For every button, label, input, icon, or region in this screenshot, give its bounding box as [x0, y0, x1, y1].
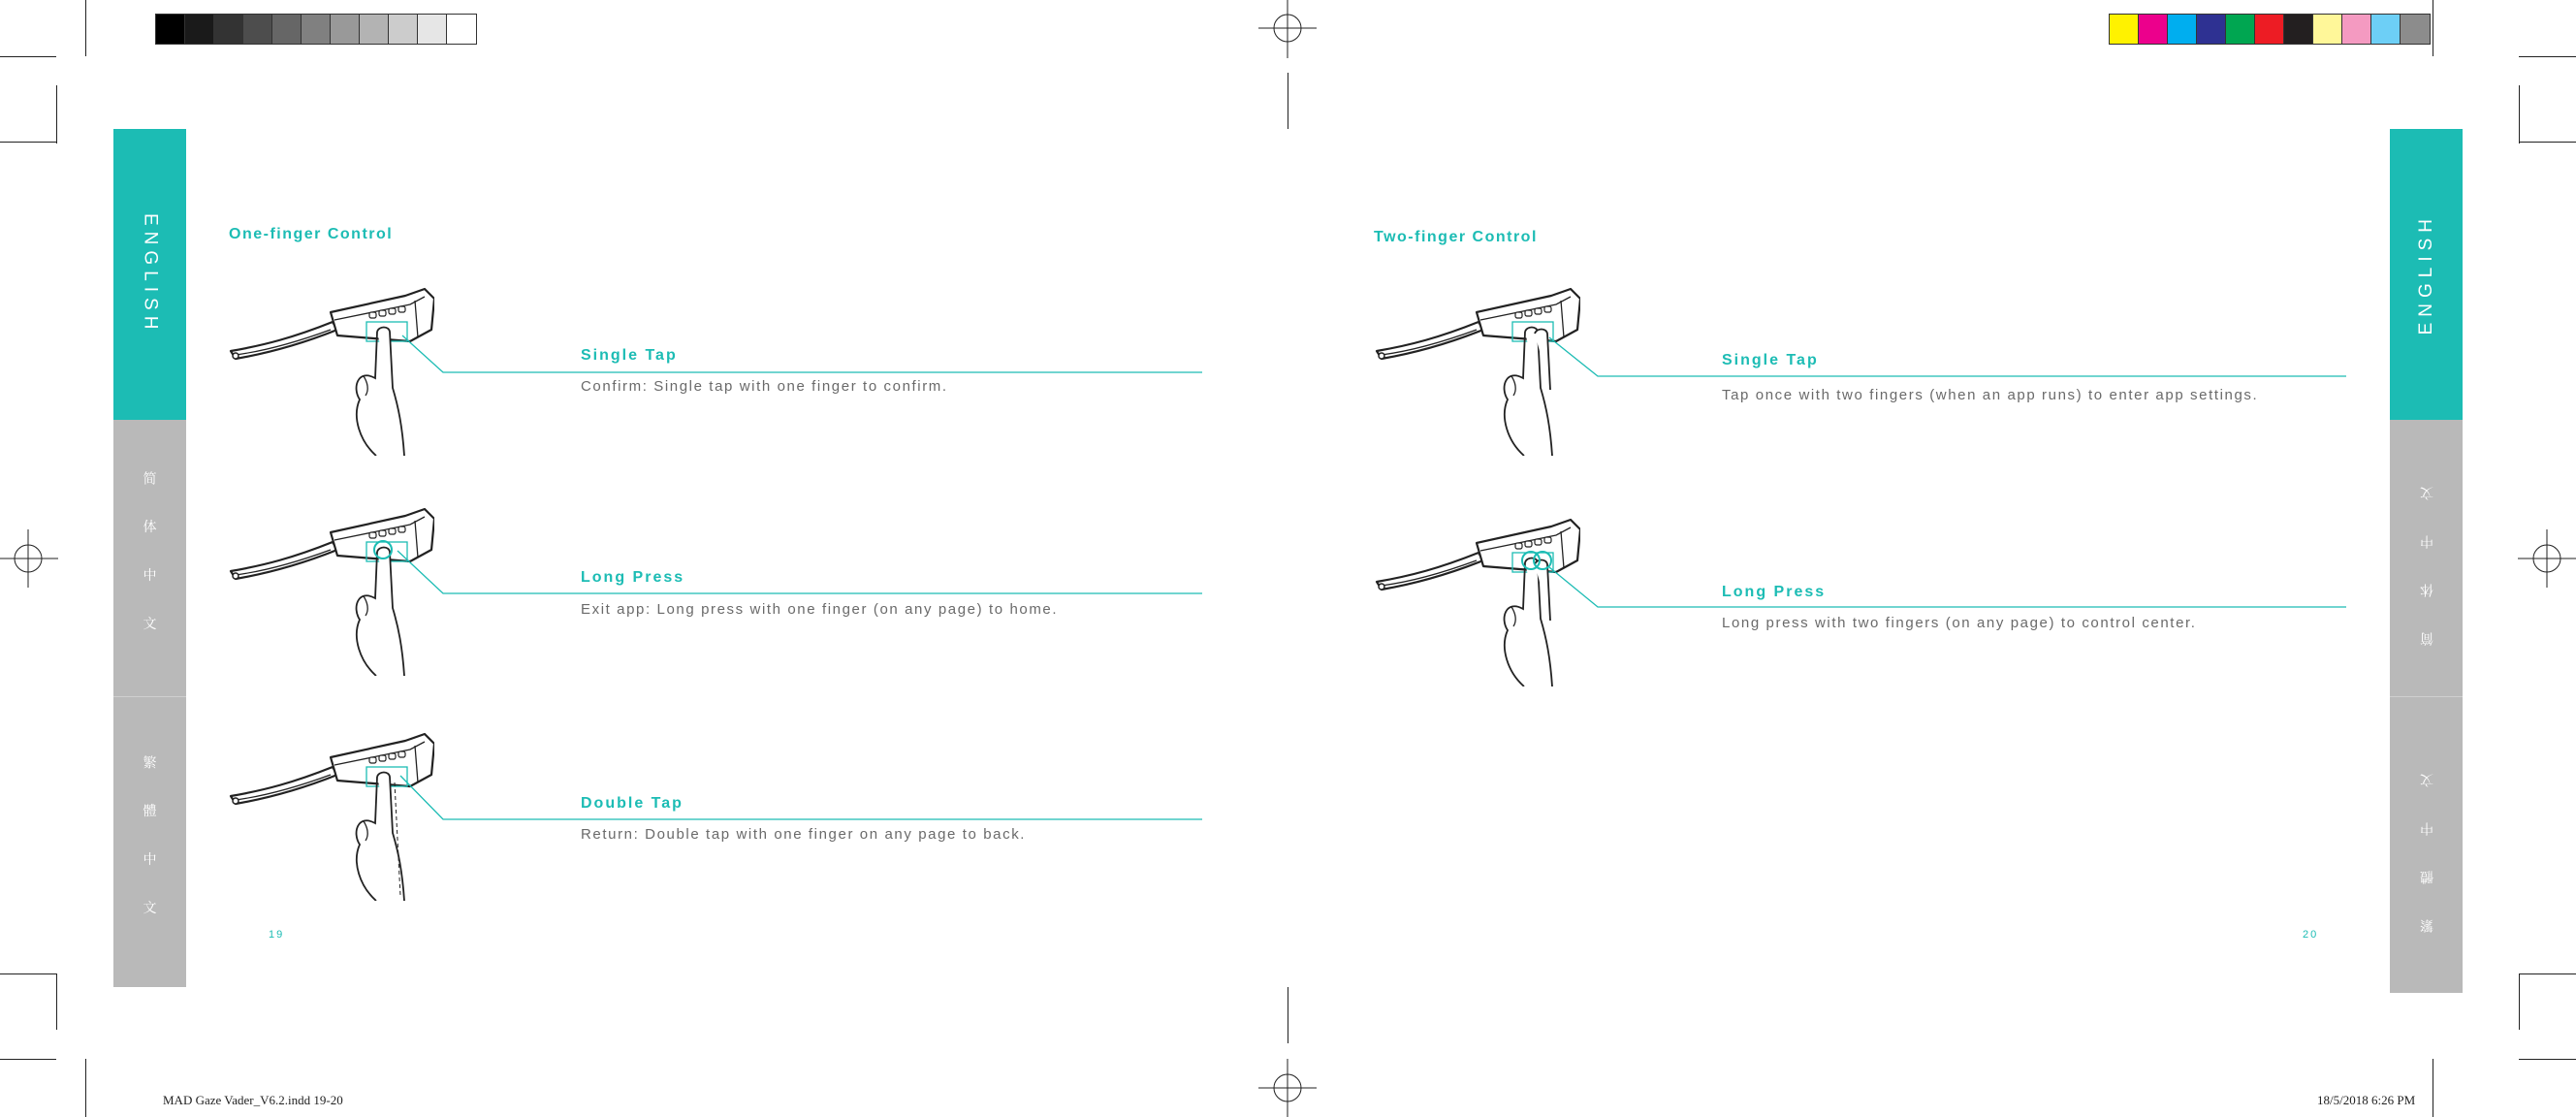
color-swatch: [2401, 15, 2430, 44]
item-desc-two-finger-single-tap: Tap once with two fingers (when an app runs) to enter app settings.: [1722, 387, 2259, 403]
item-title-long-press: Long Press: [581, 569, 685, 586]
item-title-two-finger-single-tap: Single Tap: [1722, 352, 1819, 368]
color-swatch: [2371, 15, 2401, 44]
gray-swatch: [360, 15, 389, 44]
color-swatch: [2139, 15, 2168, 44]
registration-mark-right: [2518, 529, 2576, 588]
tab-traditional-chinese-label: 繁 體 中 文: [142, 754, 158, 930]
one-finger-double-tap-illustration: [226, 707, 434, 901]
color-swatch: [2168, 15, 2197, 44]
gray-swatch: [185, 15, 214, 44]
color-swatch: [2110, 15, 2139, 44]
tab-english-right[interactable]: [2390, 129, 2463, 420]
slug-file-info: MAD Gaze Vader_V6.2.indd 19-20: [163, 1093, 343, 1107]
color-swatch: [2255, 15, 2284, 44]
gray-swatch: [447, 15, 476, 44]
item-desc-single-tap: Confirm: Single tap with one finger to confirm.: [581, 378, 948, 395]
page-number-right: 20: [2303, 929, 2319, 941]
tab-english-label: ENGLISH: [140, 213, 161, 335]
item-desc-double-tap: Return: Double tap with one finger on any page to back.: [581, 826, 1027, 843]
gray-swatch: [302, 15, 331, 44]
tab-english-label: ENGLISH: [2415, 213, 2436, 335]
tab-simplified-chinese-right[interactable]: [2390, 420, 2463, 696]
item-title-two-finger-long-press: Long Press: [1722, 584, 1827, 600]
tab-simplified-chinese-label: 简 体 中 文: [2418, 470, 2434, 646]
item-title-double-tap: Double Tap: [581, 795, 684, 812]
item-desc-long-press: Exit app: Long press with one finger (on any page) to home.: [581, 601, 1059, 618]
slug-date: 18/5/2018 6:26 PM: [2317, 1093, 2416, 1107]
registration-mark-top: [1258, 0, 1317, 58]
gray-swatch: [156, 15, 185, 44]
color-swatch: [2342, 15, 2371, 44]
tab-traditional-chinese-left[interactable]: [113, 697, 186, 987]
color-swatch: [2313, 15, 2342, 44]
process-color-bar: [2109, 14, 2431, 45]
registration-mark-bottom: [1258, 1059, 1317, 1117]
tab-traditional-chinese-label: 繁 體 中 文: [2418, 757, 2434, 933]
one-finger-tap-illustration: [226, 262, 434, 456]
gray-swatch: [331, 15, 360, 44]
gray-swatch: [214, 15, 243, 44]
grayscale-color-bar: [155, 14, 477, 45]
page-number-left: 19: [269, 929, 285, 941]
one-finger-long-press-illustration: [226, 482, 434, 676]
gray-swatch: [389, 15, 418, 44]
color-swatch: [2197, 15, 2226, 44]
tab-traditional-chinese-right[interactable]: [2390, 697, 2463, 993]
item-desc-two-finger-long-press: Long press with two fingers (on any page) to control center.: [1722, 615, 2197, 631]
section-title-one-finger: One-finger Control: [229, 226, 394, 242]
tab-simplified-chinese-label: 简 体 中 文: [142, 470, 158, 646]
color-swatch: [2226, 15, 2255, 44]
two-finger-tap-illustration: [1372, 262, 1580, 456]
section-title-two-finger: Two-finger Control: [1374, 229, 1538, 245]
tab-english-left[interactable]: [113, 129, 186, 420]
item-title-single-tap: Single Tap: [581, 347, 678, 364]
gray-swatch: [243, 15, 272, 44]
tab-simplified-chinese-left[interactable]: [113, 420, 186, 696]
two-finger-long-press-illustration: [1372, 493, 1580, 686]
gray-swatch: [418, 15, 447, 44]
registration-mark-left: [0, 529, 58, 588]
callout-leader-line: [0, 0, 1, 1]
gray-swatch: [272, 15, 302, 44]
color-swatch: [2284, 15, 2313, 44]
